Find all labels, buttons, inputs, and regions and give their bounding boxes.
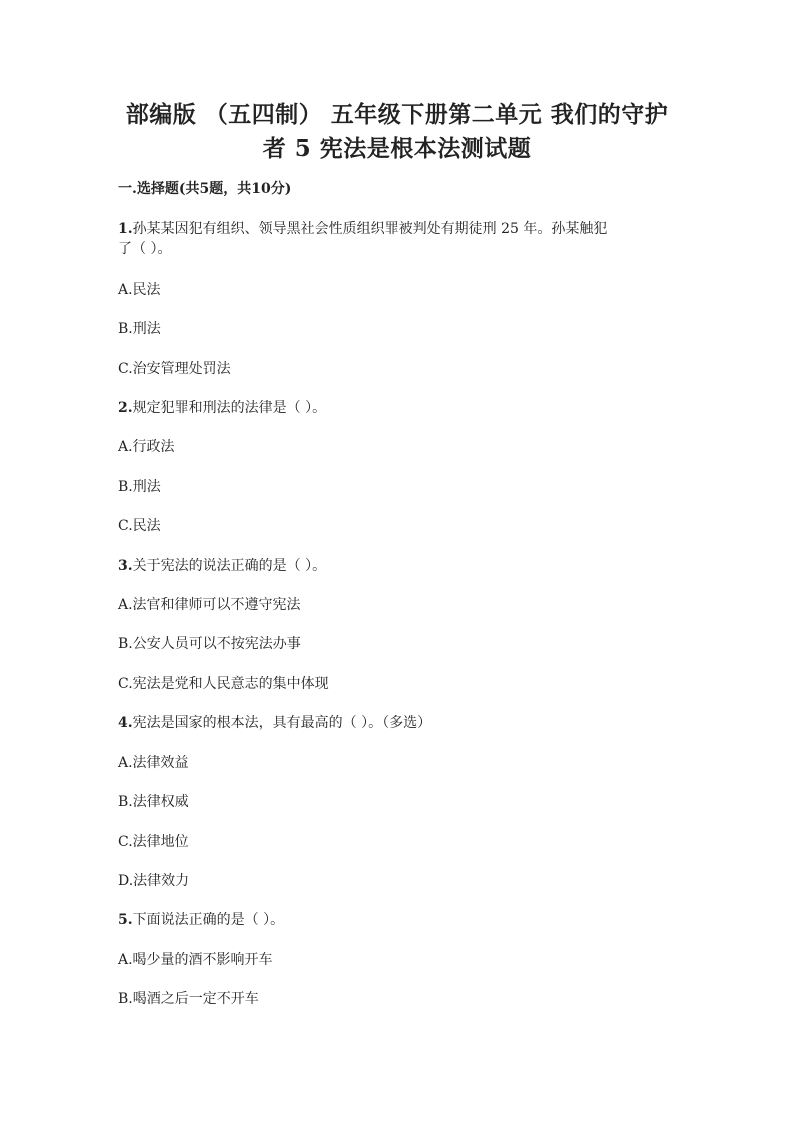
option-3a: A.法官和律师可以不遵守宪法 <box>118 597 301 613</box>
option-3b: B.公安人员可以不按宪法办事 <box>118 636 301 652</box>
option-4c: C.法律地位 <box>118 834 189 850</box>
question-text: 宪法是国家的根本法，具有最高的（ ）。（多选） <box>132 715 432 731</box>
question-number: 2. <box>118 400 133 416</box>
question-text: 孙某某因犯有组织、领导黑社会性质组织罪被判处有期徒刑 25 年。孙某触犯 <box>132 221 608 237</box>
question-number: 1. <box>118 221 133 237</box>
question-5 <box>118 909 284 929</box>
question-text: 规定犯罪和刑法的法律是（ ）。 <box>132 400 327 416</box>
option-4b: B.法律权威 <box>118 794 189 810</box>
question-1 <box>118 218 607 238</box>
option-2b: B.刑法 <box>118 479 161 495</box>
option-4d: D.法律效力 <box>118 873 190 889</box>
question-1-continuation: 了（ ）。 <box>118 241 172 257</box>
option-2a: A.行政法 <box>118 439 175 455</box>
question-text: 关于宪法的说法正确的是（ ）。 <box>132 558 327 574</box>
question-text: 下面说法正确的是（ ）。 <box>132 912 285 928</box>
option-1a: A.民法 <box>118 282 161 298</box>
option-2c: C.民法 <box>118 518 161 534</box>
page-title-line-2: 者 5 宪法是根本法测试题 <box>262 135 532 162</box>
option-1b: B.刑法 <box>118 321 161 337</box>
question-2 <box>118 397 326 417</box>
option-1c: C.治安管理处罚法 <box>118 361 231 377</box>
question-3 <box>118 555 326 575</box>
question-number: 4. <box>118 715 133 731</box>
question-number: 5. <box>118 912 133 928</box>
option-5b: B.喝酒之后一定不开车 <box>118 991 259 1007</box>
page-title-line-1: 部编版 （五四制） 五年级下册第二单元 我们的守护 <box>125 101 669 128</box>
section-heading: 一.选择题(共5题，共10分) <box>118 181 292 197</box>
option-3c: C.宪法是党和人民意志的集中体现 <box>118 676 329 692</box>
option-4a: A.法律效益 <box>118 755 189 771</box>
question-number: 3. <box>118 558 133 574</box>
question-4 <box>118 712 431 732</box>
option-5a: A.喝少量的酒不影响开车 <box>118 952 273 968</box>
